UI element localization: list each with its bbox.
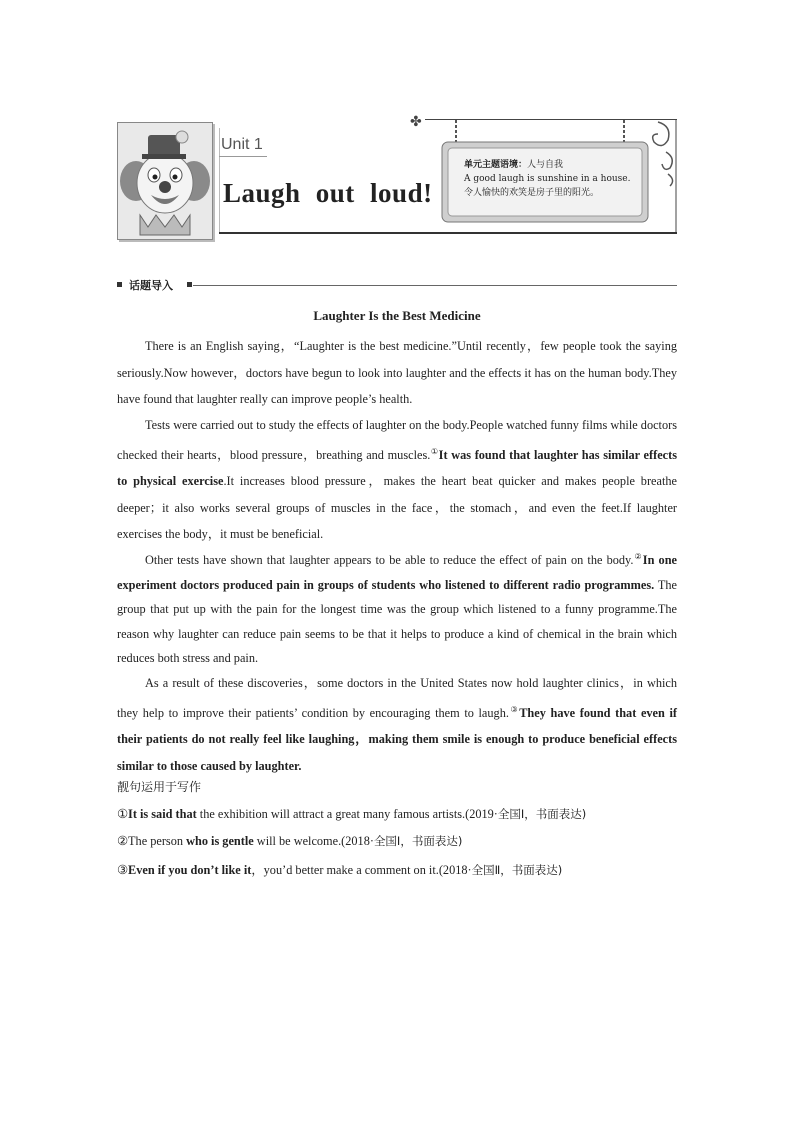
- sign-translation: 令人愉快的欢笑是房子里的阳光。: [464, 188, 600, 198]
- unit-label: Unit 1: [221, 136, 263, 153]
- paragraph-4-text-a: As a result of these discoveries，some doctors in the United States now hold laughter clinics，in which they help to improve their patients’ condition by encouraging them to laugh.: [117, 676, 677, 720]
- example-phrase: who is gentle: [186, 834, 254, 848]
- sign-theme-label: 单元主题语境：: [464, 160, 528, 170]
- example-number: ③: [117, 863, 129, 877]
- example-text: will be welcome.(2018·: [253, 834, 374, 848]
- example-source: 全国Ⅰ，书面表达): [373, 834, 463, 848]
- clown-illustration: [117, 122, 213, 240]
- example-number: ①: [117, 807, 129, 821]
- highlight-sentence-1: It was found that laughter has similar effects to physical exercise: [117, 447, 678, 489]
- writing-example-1: [117, 806, 687, 822]
- paragraph-1: [117, 333, 677, 413]
- paragraph-1-text: There is an English saying，“Laughter is the best medicine.”Until recently，few people took the saying seriously.Now however，doctors have begun to look into laughter and the effects it has on the human body.They have found that laughter really can improve people’s health.: [117, 339, 677, 406]
- section-bullet: [187, 282, 192, 287]
- paragraph-2-text-a: Tests were carried out to study the effects of laughter on the body.People watched funny films while doctors checked their hearts，blood pressure，breathing and muscles.: [117, 418, 677, 462]
- section-rule: [193, 285, 677, 286]
- footnote-mark-3: ③: [508, 704, 520, 714]
- paragraph-3-text-c: The group that put up with the pain for the longest time was the group which listened to a funny programme.The reason why laughter can reduce pain seems to be that it helps to produce a kind of chemical in the brain which reduces both stress and pain.: [117, 577, 677, 666]
- writing-heading: 靓句运用于写作: [117, 780, 202, 794]
- footnote-mark-1: ①: [430, 446, 439, 456]
- example-pre: The person: [128, 834, 187, 848]
- example-phrase: It is said that: [128, 807, 197, 821]
- section-label: 话题导入: [129, 279, 173, 292]
- svg-text:✤: ✤: [410, 114, 422, 130]
- example-text: ，you’d better make a comment on it.(2018·: [251, 863, 472, 877]
- footnote-mark-2: ②: [633, 552, 643, 561]
- paragraph-3: [117, 545, 677, 671]
- section-bullet: [117, 282, 122, 287]
- clown-icon: [118, 123, 212, 239]
- highlight-sentence-3: They have found that even if their patients do not really feel like laughing，making them smile is enough to produce beneficial effects similar to those caused by laughter.: [117, 705, 677, 773]
- paragraph-3-text-a: Other tests have shown that laughter appears to be able to reduce the effect of pain on the body.: [145, 553, 634, 568]
- unit-title: Laugh out loud!: [223, 178, 433, 208]
- paragraph-2-text-c: .It increases blood pressure，makes the heart beat quicker and makes people breathe deeper；it also works several groups of muscles in the face，the stomach，and even the feet.If laughter exercises the body，it must be beneficial.: [117, 474, 677, 542]
- unit-underline: [219, 156, 267, 157]
- section-header: [117, 278, 677, 292]
- example-source: 全国Ⅰ，书面表达): [497, 807, 587, 821]
- sign-text: [464, 158, 630, 200]
- writing-example-2: [117, 833, 687, 849]
- example-source: 全国Ⅱ，书面表达): [471, 863, 563, 877]
- paragraph-2: [117, 412, 677, 548]
- example-phrase: Even if you don’t like it: [128, 863, 252, 877]
- article-title: Laughter Is the Best Medicine: [313, 308, 481, 323]
- example-text: the exhibition will attract a great many famous artists.(2019·: [196, 807, 498, 821]
- writing-example-3: [117, 860, 687, 878]
- sign-theme: 人与自我: [527, 160, 564, 170]
- sign-quote: A good laugh is sunshine in a house.: [464, 174, 631, 184]
- header-divider: [219, 128, 220, 232]
- highlight-sentence-2: In one experiment doctors produced pain in groups of students who listened to different radio programmes.: [117, 553, 677, 592]
- paragraph-4: [117, 670, 677, 779]
- example-number: ②: [117, 834, 129, 848]
